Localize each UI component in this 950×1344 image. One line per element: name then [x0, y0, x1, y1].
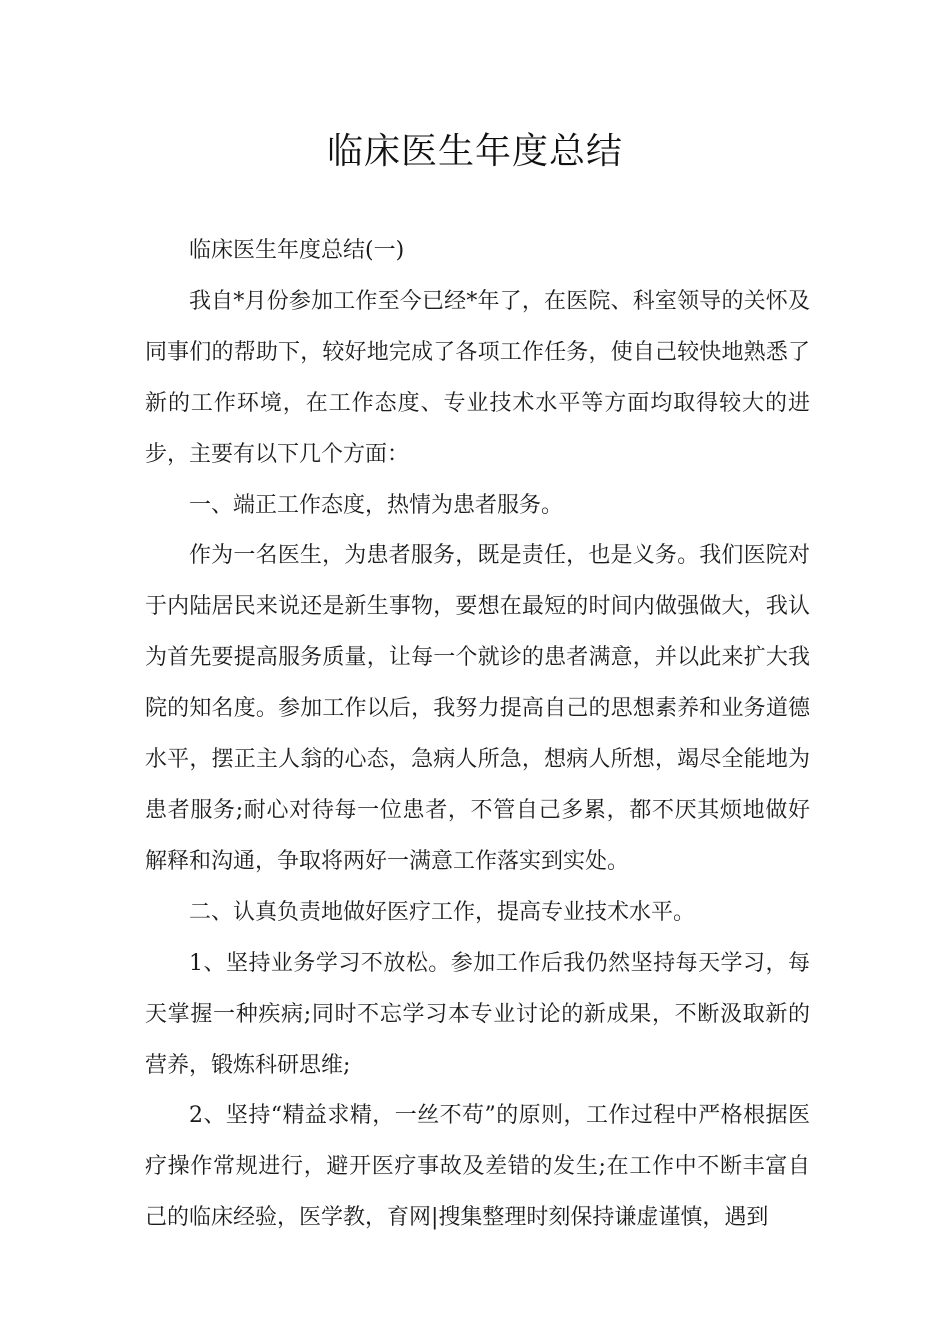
section-heading: 一、端正工作态度，热情为患者服务。 [189, 492, 564, 518]
paragraph: 作为一名医生，为患者服务，既是责任，也是义务。我们医院对于内陆居民来说还是新生事物，要想在最短的时间内做强做大，我认为首先要提高服务质量，让每一个就诊的患者满意，并以此来扩大我院的知名度。参加工作以后，我努力提高自己的思想素养和业务道德水平，摆正主人翁的心态，急病人所急，想病人所想，竭尽全能地为患者服务;耐心对待每一位患者，不管自己多累，都不厌其烦地做好解释和沟通，争取将两好一满意工作落实到实处。 [145, 543, 810, 874]
paragraph: 2、坚持“精益求精，一丝不苟”的原则，工作过程中严格根据医疗操作常规进行，避开医疗事故及差错的发生;在工作中不断丰富自己的临床经验，医学教，育网|搜集整理时刻保持谦虚谨慎，遇到 [145, 1103, 810, 1231]
paragraph: 1、坚持业务学习不放松。参加工作后我仍然坚持每天学习，每天掌握一种疾病;同时不忘学习本专业讨论的新成果，不断汲取新的营养，锻炼科研思维; [145, 950, 810, 1078]
document-body [145, 226, 810, 1244]
section-heading: 临床医生年度总结(一) [189, 238, 405, 263]
document-title: 临床医生年度总结 [326, 131, 623, 172]
paragraph: 我自*月份参加工作至今已经*年了，在医院、科室领导的关怀及同事们的帮助下，较好地完成了各项工作任务，使自己较快地熟悉了新的工作环境，在工作态度、专业技术水平等方面均取得较大的进步，主要有以下几个方面： [145, 288, 810, 467]
section-heading: 二、认真负责地做好医疗工作，提高专业技术水平。 [189, 899, 696, 925]
